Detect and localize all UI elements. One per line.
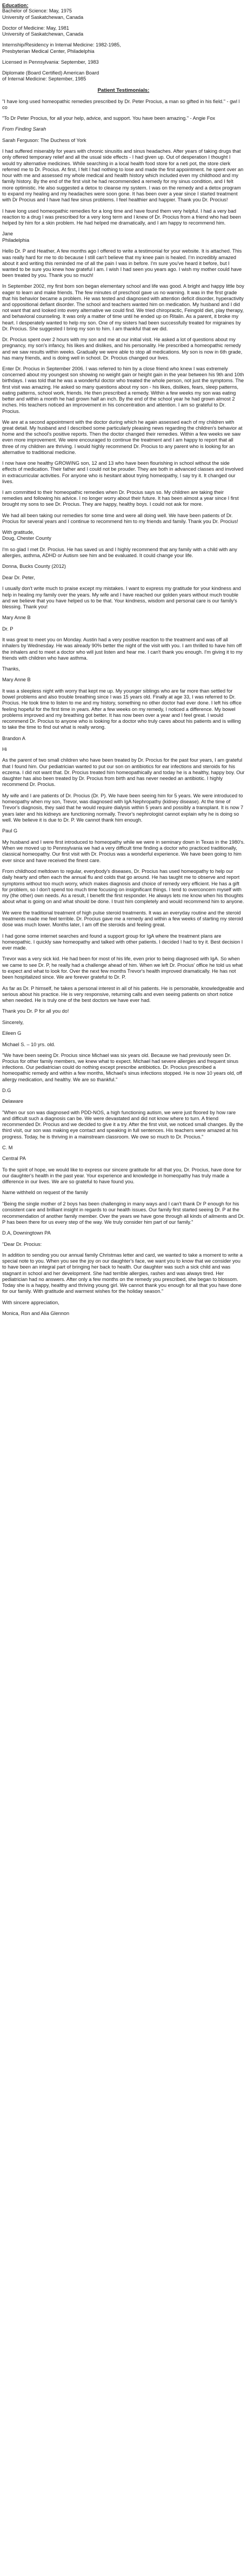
testimonial-paragraph: Sincerely,: [2, 1019, 24, 1025]
education-section: [2, 2, 245, 82]
testimonial-paragraph: With sincere appreciation,: [2, 1299, 59, 1305]
testimonial: [2, 793, 245, 834]
education-line: of Internal Medicine: September, 1985: [2, 76, 86, 82]
testimonial: [2, 933, 245, 981]
testimonial-paragraph: As far as Dr. P himself, he takes a personal interest in all of his patients. He is personable, knowledgeable and serious about his practice. He is very responsive, returning calls and even seeing patients on short notice when needed. He is truly one of the best doctors we have ever had.: [2, 985, 244, 1004]
testimonial-paragraph: My wife and I are patients of Dr. Procius (Dr. P). We have been seeing him for 5 years. We were introduced to homeopathy when my son, Trevor, was diagnosed with IgA Nephropathy (kidney disease). At the time of Trevor's diagnosis, they said that he would require dialysis within 5 years and possibly a transplant. It is now 7 years later and his kidneys are functioning normally. Trevor's nephrologist cannot explain why he is doing so well. We believe it is due to Dr. P. We cannot thank him enough.: [2, 793, 244, 823]
testimonial: [2, 1201, 245, 1236]
testimonial-paragraph: I have long used homeopathic remedies for a long time and have found them very helpful. I had a very bad reaction to a drug I was prescribed for a very long term and I knew of Dr. Procius from a friend who had been helped by him for a skin problem. He had helped me dramatically, and I am happy to recommend him.: [2, 208, 241, 226]
testimonial-paragraph: C. M: [2, 1144, 13, 1150]
spacer-line: [2, 37, 245, 42]
testimonial-paragraph: My husband and I were first introduced to homeopathy while we were in seminary down in Texas in the 1980's. When we moved up to Pennsylvania we had a very difficult time finding a doctor who practiced traditionally, classical homeopathy. Our first visit with Dr. Procius was a wonderful experience. We have been going to him ever since and have received the finest care.: [2, 839, 245, 863]
testimonial: [2, 138, 245, 203]
testimonial-paragraph: Eileen G: [2, 1030, 22, 1036]
education-lines: [2, 8, 245, 82]
testimonial-signature: Philadelphia: [2, 237, 30, 243]
spacer-line: [2, 21, 245, 25]
testimonial-paragraph: Thank you Dr. P for all you do!: [2, 1008, 69, 1014]
testimonial-paragraph: It was great to meet you on Monday. Austin had a very positive reaction to the treatment and was off all inhalers by Wednesday. He was already 90% better the night of the visit with you. I am thrilled to have him off the inhalers and to meet a doctor who will just listen and hear me. I can't thank you enough. I'm giving it to my friends with children who have asthma.: [2, 637, 243, 661]
spacer-line: [2, 65, 245, 70]
testimonial: [2, 1042, 245, 1105]
testimonial-paragraph: Enter Dr. Procius in September 2006. I was referred to him by a close friend who knew I was extremely concerned about my youngest son showing no weight gain or height gain in the year between his 9th and 10th birthdays. I was told that he was a wonderful doctor who treated the whole person, not just the symptoms. The first visit was amazing. He asked so many questions about my son - his likes, dislikes, fears, sleep patterns, eating patterns, school work, friends. He then prescribed a remedy. Within a few weeks my son was eating better and within a month he had grown half an inch. By the end of the school year he had grown almost 2 inches. His teachers noticed an improvement in his concentration and attention. I am so grateful to Dr. Procius.: [2, 366, 244, 414]
testimonial-paragraph: I had gone some internet searches and found a support group for IgA where the treatment plans are homeopathic. I quickly saw homeopathy and talked with other patients. I decided I had to try it. Best decision I ever made.: [2, 933, 243, 951]
testimonial-signature: Jane: [2, 231, 13, 237]
testimonial-paragraph: "To Dr Peter Procius, for all your help, advice, and support. You have been amazing." - Angie Fox: [2, 116, 216, 121]
testimonial-paragraph: I now have one healthy GROWING son, 12 and 13 who have been flourishing in school without the side effects of medication. Their father and I could not be prouder. They are both in advanced classes and involved in extracurricular activities. For anyone who is hesitant about trying homeopathy, I say try it. It changed our lives.: [2, 460, 244, 484]
testimonial-paragraph: Michael S. – 10 yrs. old.: [2, 1041, 56, 1047]
testimonial-paragraph: Mary Anne B: [2, 677, 31, 683]
testimonial-paragraph: We were the traditional treatment of high pulse steroid treatments. It was an everyday routine and the steroid treatments made me feel terrible. Dr. Procius gave me a remedy and within a few weeks of starting my steroid dose was much lower. Months later, I am off the steroids and feeling great.: [2, 910, 243, 927]
education-line: Bachelor of Science: May, 1975: [2, 8, 72, 14]
testimonial-paragraph: "When our son was diagnosed with PDD-NOS, a high functioning autism, we were just floored by how rare and difficult such a diagnosis can be. We were devastated and did not know where to turn. A friend recommended Dr. Procius and we decided to give it a try. After the first visit, we noticed small changes. By the third visit, our son was making eye contact and speaking in full sentences. His teachers were amazed at his progress. Today, he is thriving in a mainstream classroom. We owe so much to Dr. Procius.": [2, 1109, 244, 1140]
spacer: [2, 94, 245, 99]
testimonial: [2, 986, 245, 1036]
testimonial-paragraph: Trevor was a very sick kid. He had been for most of his life, even prior to being diagnosed with IgA. So when we came to see Dr. P, he really had a challenge ahead of him. When we left Dr. Procius' office he told us what to expect and what to look for. Over the next few months Trevor's health improved dramatically. He has not been hospitalized since. We are forever grateful to Dr. P.: [2, 956, 243, 980]
testimonial-paragraph: In addition to sending you our annual family Christmas letter and card, we wanted to take a moment to write a special note to you. When you see the joy on our daughter's face, we want you to know that we consider you to have been an integral part of bringing her back to health. Our daughter was such a sick child and was stagnant in school and her development. She had terrible allergies, rashes and was always tired. Her pediatrician had no answers. After only a few months on the remedy you prescribed, she began to blossom. Today she is a happy, healthy and thriving young girl. We cannot thank you enough for all that you have done for our family. With gratitude and warmest wishes for the holiday season.": [2, 1252, 243, 1294]
testimonial-paragraph: Dear Dr. Peter,: [2, 575, 35, 581]
education-line: Internship/Residency in Internal Medicine: 1982-1985,: [2, 42, 121, 48]
testimonial: [2, 839, 245, 864]
testimonial-paragraph: I usually don't write much to praise except my mistakes. I want to express my gratitude for your kindness and help in healing my family over the years. My wife and I have reached our golden years without much trouble and we believe that you have helped us to be that. Your kindness, wisdom and personal care is our family's blessing. Thank you!: [2, 586, 241, 610]
education-heading: Education:: [2, 2, 29, 8]
testimonial-signature: Doug, Chester County: [2, 535, 51, 541]
testimonial-paragraph: Hi: [2, 747, 7, 753]
education-line: University of Saskatchewan, Canada: [2, 14, 84, 20]
testimonial-paragraph: "Dear Dr. Procius:: [2, 1241, 42, 1247]
testimonial: [2, 688, 245, 742]
testimonial-paragraph: Donna, Bucks County (2012): [2, 564, 66, 570]
testimonial: [2, 99, 245, 133]
testimonial-paragraph: "I have long used homeopathic remedies prescribed by Dr. Peter Procius, a man so gifted in his field." - gwl l co: [2, 98, 240, 110]
testimonial-paragraph: D.A, Downingtown PA: [2, 1230, 51, 1236]
testimonial-paragraph: Central PA: [2, 1156, 26, 1162]
testimonial-paragraph: Sarah Ferguson: The Duchess of York: [2, 138, 86, 144]
testimonial-signature: From Finding Sarah: [2, 126, 46, 132]
testimonial-paragraph: We had all been taking our remedies for some time and were all doing well. We have been patients of Dr. Procius for several years and I continue to recommend him to my friends and family. Thank you Dr. Procius!: [2, 512, 238, 524]
testimonial: [2, 747, 245, 788]
testimonial-paragraph: To the spirit of hope, we would like to express our sincere gratitude for all that you, Dr. Procius, have done for our daughter's health in the past year. Your experience and knowledge in homeopathy has truly made a difference in our lives. We are so grateful to have found you.: [2, 1167, 242, 1185]
testimonial-paragraph: Monica, Ron and Alia Glennon: [2, 1310, 70, 1316]
education-line: Diplomate (Board Certified) American Board: [2, 70, 99, 76]
testimonial-paragraph: Thanks,: [2, 666, 20, 672]
testimonial-paragraph: Brandon A: [2, 735, 25, 741]
testimonial-paragraph: In September 2002, my first born son began elementary school and life was good. A bright and happy little boy eager to learn and make friends. The few minutes of preschool gave us no warning. It was in the first grade that his behavior became a problem. He was tested and diagnosed with attention deficit disorder, hyperactivity and oppositional defiant disorder. The school and teachers wanted him on medication. My husband and I did not want that and looked into every alternative we could find. We tried chiropractic, Feingold diet, play therapy, and behavioral counseling. It was only a matter of time until he ended up on Ritalin. As a parent, it broke my heart. I desperately wanted to help my son. One of my sisters had been successfully treated for migraines by Dr. Procius. She suggested I bring my son to him. I am thankful that we did.: [2, 283, 244, 331]
testimonials-list: [2, 99, 245, 1317]
testimonial-paragraph: Mary Anne B: [2, 615, 31, 621]
testimonials-section: [2, 87, 245, 1317]
education-line: University of Saskatchewan, Canada: [2, 31, 84, 37]
testimonial-paragraph: We are at a second appointment with the doctor during which he again assessed each of my children with great detail. My husband and I described some particularly pleasing news regarding the children's behavior at home and the school's positive reports. Then the doctor changed their remedies. Within a few weeks we saw even more improvement. We were encouraged to continue the treatment and I am happy to report that all three of my children are thriving. I would highly recommend Dr. Procius to any parent who is looking for an alternative to traditional medicine.: [2, 419, 243, 455]
spacer-line: [2, 55, 245, 59]
testimonial-paragraph: Delaware: [2, 1099, 23, 1104]
testimonial: [2, 575, 245, 621]
testimonial-paragraph: Name withheld on request of the family: [2, 1190, 88, 1196]
testimonial: [2, 1242, 245, 1317]
education-line: Doctor of Medicine: May, 1981: [2, 25, 69, 31]
education-line: Presbyterian Medical Center, Philadelphia: [2, 48, 95, 54]
testimonials-title: Patient Testimonials:: [97, 87, 150, 93]
testimonial: [2, 1110, 245, 1162]
testimonial-paragraph: It was a sleepless night with worry that kept me up. My younger siblings who are far more than settled for bowel problems and also trouble breathing since I was 15 years old. Finally at age 33, I was referred to Dr. Procius. He took time to listen to me and my history, something no other doctor had ever done. I left his office feeling hopeful for the first time in years. After a few weeks on my remedy, I noticed a difference. My bowel problems improved and my breathing got better. It has now been over a year and I feel great. I would recommend Dr. Procius to anyone who is looking for a doctor who truly cares about his patients and is willing to take the time to find out what is really wrong.: [2, 688, 242, 730]
testimonial-paragraph: "Being the single mother of 2 boys has been challenging in many ways and I can't thank Dr P enough for his consistent care and brilliant insight in regards to our health issues. Our family first started seeing Dr. P at the recommendation of another family member. Over the years we have gone through all kinds of ailments and Dr. P has been there for us every step of the way. We truly consider him part of our family.": [2, 1201, 245, 1225]
testimonial-signature: With gratitude,: [2, 530, 35, 535]
testimonial-paragraph: Dr. Procius spent over 2 hours with my son and me at our initial visit. He asked a lot of questions about my pregnancy, my son's infancy, his likes and dislikes, and his personality. He prescribed a homeopathic remedy and we saw results within weeks. Gradually we were able to stop all medications. My son is now in 6th grade, has many friends, and is doing well in school. Dr. Procius changed our lives.: [2, 337, 243, 361]
testimonial: [2, 1167, 245, 1196]
testimonial-signature: Paul G: [2, 828, 18, 834]
education-line: Licensed in Pennsylvania: September, 1983: [2, 59, 99, 65]
testimonial: [2, 248, 245, 541]
testimonial-paragraph: I am committed to their homeopathic remedies when Dr. Procius says so. My children are taking their remedies and following his advice. I no longer worry about their future. It has been almost a year since I first brought my sons to see Dr. Procius. They are happy, healthy boys. I could not ask for more.: [2, 489, 239, 507]
testimonial-paragraph: As the parent of two small children who have been treated by Dr. Procius for the past four years, I am grateful that I found him. Our pediatrician wanted to put our son on antibiotics for ear infections and steroids for his eczema. I did not want that. Dr. Procius treated him homeopathically and today he is a healthy, happy boy. Our daughter has also been treated by Dr. Procius from birth and has never needed an antibiotic. I highly recommend Dr. Procius.: [2, 757, 245, 788]
testimonial: [2, 869, 245, 928]
testimonial-paragraph: "We have been seeing Dr. Procius since Michael was six years old. Because we had previously seen Dr. Procius for other family members, we knew what to expect. Michael had severe allergies and frequent sinus infections. Our pediatrician could do nothing except prescribe antibiotics. Dr. Procius prescribed a homeopathic remedy and within a few months, Michael's sinus infections stopped. He is now 10 years old, off allergy medication, and healthy. We are so thankful.": [2, 1052, 242, 1082]
testimonial-paragraph: I had suffered miserably for years with chronic sinusitis and sinus headaches. After years of taking drugs that only offered temporary relief and all the usual side effects - I had given up. Out of desperation I thought I would try alternative medicines. While searching in a local health food store for a neti pot, the store clerk referred me to Dr. Procius. At first, I felt I had nothing to lose and made the first appointment. he spent over an hour with me and assessed my whole medical and health history which included even my childhood and my family history. By the end of the first visit he had recommended a remedy for my sinus condition, and I felt more optimistic. He also suggested a detox to cleanse my system. I was on the remedy and a detox program to expand my healing and my headaches were soon gone. It has been over a year since I started treatment with Dr Procius and I have had few sinus problems. I feel healthier and happier. Thank you Dr. Procius!: [2, 148, 244, 202]
testimonial-paragraph: I'm so glad I met Dr. Procius. He has saved us and I highly recommend that any family with a child with any allergies, asthma, ADHD or Autism see him and be evaluated. It could change your life.: [2, 546, 237, 559]
testimonial-paragraph: D.G: [2, 1087, 11, 1093]
testimonial-paragraph: From childhood meltdown to regular, everybody's diseases, Dr. Procius has used homeopathy to help our daily hearty and often each the annual flu and colds that go around. He has taught me to observe and report symptoms without too much worry, which makes diagnosis and choice of remedy very efficient. He has a gift for problem, so I don't spend too much time focusing on insignificant things. I tend to overconcern myself with my (the other) own needs. As a result, I benefit the first responder. He always lets me know when his thoughts about what is going on and what should be done. I trust him completely and would recommend him to anyone.: [2, 869, 244, 905]
testimonial-paragraph: Hello Dr. P and Heather, A few months ago I offered to write a testimonial for your website. It is attached. This was really hard for me to do because I still can't believe that my knee pain is healed. I'm incredibly amazed about it and writing this reminded me of all the pain I was in before. I'm sure you've heard it before, but I wanted to be sure you knew how grateful I am. I wish I had seen you years ago. I wish my mother could have been treated by you. Thank you so much!: [2, 248, 242, 279]
testimonial: [2, 208, 245, 243]
testimonial: [2, 547, 245, 570]
testimonial-paragraph: Dr. P: [2, 626, 14, 632]
testimonial: [2, 626, 245, 683]
